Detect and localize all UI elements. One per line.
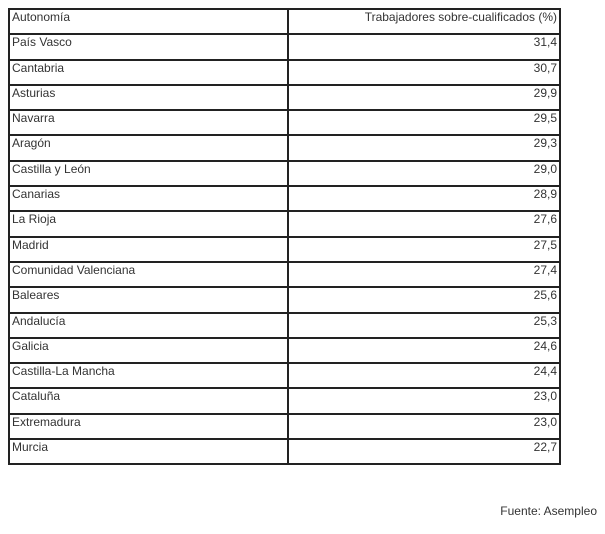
percentage-cell: 30,7 xyxy=(288,60,560,85)
region-cell: Navarra xyxy=(9,110,288,135)
table-row xyxy=(9,388,560,413)
region-cell: Castilla y León xyxy=(9,161,288,186)
table-row xyxy=(9,186,560,211)
percentage-cell: 25,3 xyxy=(288,313,560,338)
percentage-cell: 24,6 xyxy=(288,338,560,363)
region-cell: Galicia xyxy=(9,338,288,363)
region-cell: Castilla-La Mancha xyxy=(9,363,288,388)
table-row xyxy=(9,161,560,186)
percentage-cell: 24,4 xyxy=(288,363,560,388)
table-row xyxy=(9,34,560,59)
region-cell: Andalucía xyxy=(9,313,288,338)
region-cell: Asturias xyxy=(9,85,288,110)
region-cell: Comunidad Valenciana xyxy=(9,262,288,287)
percentage-cell: 22,7 xyxy=(288,439,560,464)
region-cell: Murcia xyxy=(9,439,288,464)
table-row xyxy=(9,211,560,236)
header-region: Autonomía xyxy=(9,9,288,34)
region-cell: Canarias xyxy=(9,186,288,211)
percentage-cell: 27,5 xyxy=(288,237,560,262)
region-cell: Cantabria xyxy=(9,60,288,85)
source-note: Fuente: Asempleo xyxy=(500,504,597,518)
percentage-cell: 29,5 xyxy=(288,110,560,135)
percentage-cell: 23,0 xyxy=(288,388,560,413)
table-row xyxy=(9,363,560,388)
table-row xyxy=(9,414,560,439)
percentage-cell: 28,9 xyxy=(288,186,560,211)
overqualified-workers-table xyxy=(8,8,561,465)
table-header-row xyxy=(9,9,560,34)
table-row xyxy=(9,135,560,160)
region-cell: País Vasco xyxy=(9,34,288,59)
percentage-cell: 29,0 xyxy=(288,161,560,186)
table-row xyxy=(9,237,560,262)
table-body xyxy=(9,34,560,464)
percentage-cell: 31,4 xyxy=(288,34,560,59)
region-cell: Extremadura xyxy=(9,414,288,439)
table-row xyxy=(9,110,560,135)
table-row xyxy=(9,60,560,85)
header-percentage: Trabajadores sobre-cualificados (%) xyxy=(288,9,560,34)
percentage-cell: 27,4 xyxy=(288,262,560,287)
region-cell: Cataluña xyxy=(9,388,288,413)
region-cell: Aragón xyxy=(9,135,288,160)
table-row xyxy=(9,85,560,110)
percentage-cell: 25,6 xyxy=(288,287,560,312)
percentage-cell: 23,0 xyxy=(288,414,560,439)
percentage-cell: 29,9 xyxy=(288,85,560,110)
table-row xyxy=(9,287,560,312)
region-cell: Baleares xyxy=(9,287,288,312)
region-cell: Madrid xyxy=(9,237,288,262)
percentage-cell: 29,3 xyxy=(288,135,560,160)
table-row xyxy=(9,439,560,464)
region-cell: La Rioja xyxy=(9,211,288,236)
table-row xyxy=(9,338,560,363)
table-row xyxy=(9,313,560,338)
table-row xyxy=(9,262,560,287)
percentage-cell: 27,6 xyxy=(288,211,560,236)
